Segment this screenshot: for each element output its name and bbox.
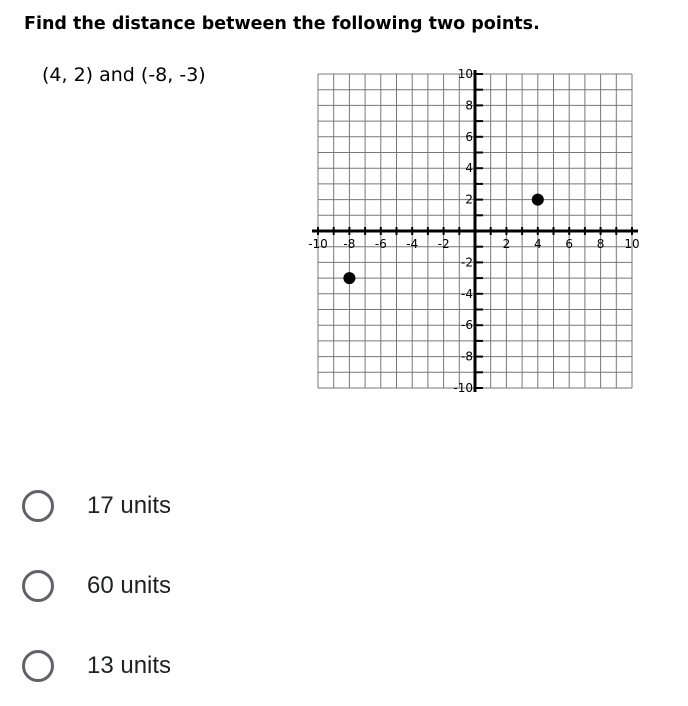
option-13-units[interactable] — [22, 626, 171, 706]
option-label: 13 units — [87, 652, 172, 679]
points-text: (4, 2) and (-8, -3) — [42, 64, 206, 86]
option-label: 17 units — [87, 492, 172, 519]
x-tick-label: -8 — [343, 237, 356, 251]
y-tick-label: -10 — [453, 381, 473, 395]
y-tick-label: 8 — [465, 98, 473, 113]
x-tick-label: 4 — [533, 237, 542, 251]
radio-button[interactable] — [22, 650, 54, 682]
x-tick-label: -4 — [406, 237, 419, 251]
x-tick-label: 2 — [502, 237, 511, 251]
x-tick-label: 8 — [596, 237, 605, 251]
option-label: 60 units — [87, 572, 172, 599]
question-title: Find the distance between the following two points. — [24, 14, 540, 34]
x-tick-label: 10 — [624, 237, 640, 251]
y-tick-label: -8 — [461, 349, 473, 364]
coordinate-graph — [300, 64, 650, 404]
radio-button[interactable] — [22, 490, 54, 522]
y-tick-label: 6 — [465, 129, 473, 144]
axes — [312, 70, 638, 392]
x-tick-label: -10 — [308, 237, 328, 251]
x-tick-label: -6 — [374, 237, 387, 251]
y-tick-label: -6 — [461, 318, 473, 333]
x-tick-label: 6 — [565, 237, 574, 251]
y-tick-label: 2 — [465, 192, 473, 207]
y-tick-label: 4 — [465, 161, 473, 176]
y-tick-label: 10 — [457, 67, 473, 81]
y-tick-label: -2 — [461, 255, 473, 270]
data-point — [343, 272, 355, 284]
x-tick-label: -2 — [437, 237, 450, 251]
y-tick-label: -4 — [461, 286, 473, 301]
radio-button[interactable] — [22, 570, 54, 602]
option-17-units[interactable] — [22, 466, 171, 546]
data-point — [532, 194, 544, 206]
option-60-units[interactable] — [22, 546, 171, 626]
answer-options — [22, 466, 171, 706]
